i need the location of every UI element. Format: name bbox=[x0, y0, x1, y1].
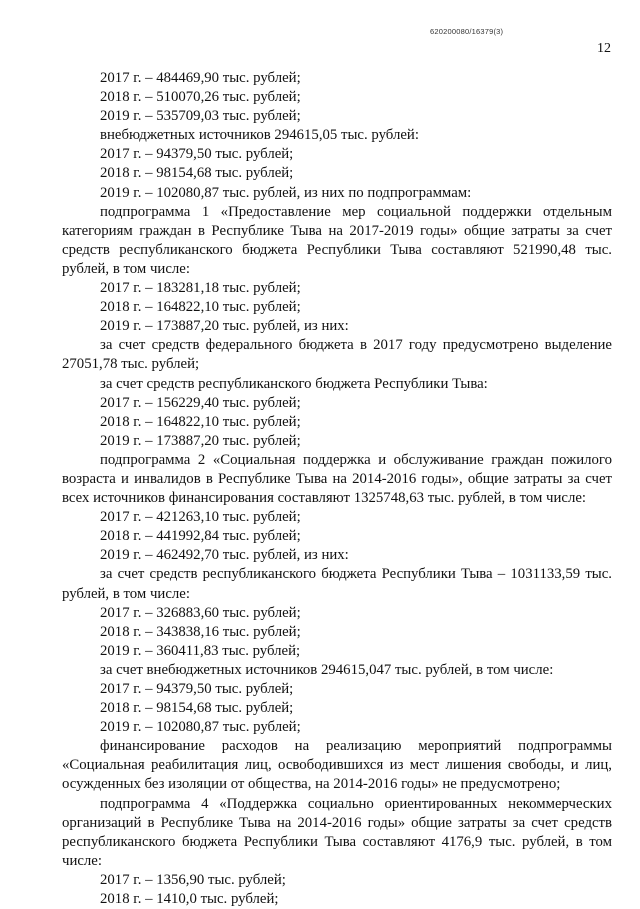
paragraph-subprogram-3: финансирование расходов на реализацию мероприятий подпрограммы «Социальная реабилитация лиц, освободившихся из мест лишения свободы, и лиц, осужденных без изоляции от общества, на 2014-2016 годы» не предусмотрено; bbox=[62, 738, 612, 793]
text-line: внебюджетных источников 294615,05 тыс. рублей: bbox=[100, 127, 419, 144]
text-line: 2019 г. – 102080,87 тыс. рублей, из них по подпрограммам: bbox=[100, 184, 472, 201]
text-line: 2018 г. – 441992,84 тыс. рублей; bbox=[100, 528, 301, 545]
text-line: 2019 г. – 535709,03 тыс. рублей; bbox=[100, 108, 301, 125]
text-line: 2017 г. – 484469,90 тыс. рублей; bbox=[100, 70, 301, 86]
text-line: 2018 г. – 164822,10 тыс. рублей; bbox=[100, 413, 301, 430]
text-line: 2019 г. – 102080,87 тыс. рублей; bbox=[100, 719, 301, 736]
text-line: 2019 г. – 360411,83 тыс. рублей; bbox=[100, 642, 301, 659]
text-line: 2017 г. – 1356,90 тыс. рублей; bbox=[100, 871, 286, 888]
paragraph-federal-budget: за счет средств федерального бюджета в 2017 году предусмотрено выделение 27051,78 тыс. рублей; bbox=[62, 337, 612, 373]
text-line: за счет внебюджетных источников 294615,047 тыс. рублей, в том числе: bbox=[100, 661, 554, 678]
text-line: 2018 г. – 1410,0 тыс. рублей; bbox=[100, 891, 279, 908]
text-line: 2018 г. – 98154,68 тыс. рублей; bbox=[100, 700, 294, 717]
text-line: 2018 г. – 98154,68 тыс. рублей; bbox=[100, 165, 294, 182]
document-body bbox=[62, 69, 612, 909]
text-line: 2017 г. – 94379,50 тыс. рублей; bbox=[100, 681, 294, 697]
page-number: 12 bbox=[597, 41, 611, 56]
text-line: 2017 г. – 94379,50 тыс. рублей; bbox=[100, 146, 294, 163]
text-line: 2019 г. – 173887,20 тыс. рублей; bbox=[100, 432, 301, 449]
paragraph-subprogram-1: подпрограмма 1 «Предоставление мер социальной поддержки отдельным категориям граждан в Республике Тыва на 2017-2019 годы» общие затраты за счет средств республиканского бюджета Республики Тыва составляют 521990,48 тыс. рублей, в том числе: bbox=[62, 203, 612, 277]
text-line: 2017 г. – 421263,10 тыс. рублей; bbox=[100, 509, 301, 526]
paragraph-subprogram-4: подпрограмма 4 «Поддержка социально ориентированных некоммерческих организаций в Республике Тыва на 2014-2016 годы» общие затраты за счет средств республиканского бюджета Республики Тыва составляют 4176,9 тыс. рублей, в том числе: bbox=[62, 795, 612, 869]
text-line: за счет средств республиканского бюджета Республики Тыва: bbox=[100, 375, 488, 392]
text-line: 2018 г. – 343838,16 тыс. рублей; bbox=[100, 623, 301, 640]
text-line: 2017 г. – 156229,40 тыс. рублей; bbox=[100, 394, 301, 411]
text-line: 2018 г. – 510070,26 тыс. рублей; bbox=[100, 89, 301, 106]
paragraph-subprogram-2: подпрограмма 2 «Социальная поддержка и обслуживание граждан пожилого возраста и инвалидов в Республике Тыва на 2014-2016 годы», общие затраты за счет всех источников финансирования составляют 1325748,63 тыс. рублей, в том числе: bbox=[62, 451, 612, 507]
paragraph-republic-budget: за счет средств республиканского бюджета Республики Тыва – 1031133,59 тыс. рублей, в том числе: bbox=[62, 566, 612, 602]
text-line: 2017 г. – 183281,18 тыс. рублей; bbox=[100, 280, 301, 297]
document-id: 620200080/16379(3) bbox=[430, 27, 504, 36]
text-line: 2019 г. – 462492,70 тыс. рублей, из них: bbox=[100, 547, 349, 564]
text-line: 2018 г. – 164822,10 тыс. рублей; bbox=[100, 299, 301, 316]
text-line: 2019 г. – 173887,20 тыс. рублей, из них: bbox=[100, 318, 349, 335]
text-line: 2017 г. – 326883,60 тыс. рублей; bbox=[100, 604, 301, 621]
